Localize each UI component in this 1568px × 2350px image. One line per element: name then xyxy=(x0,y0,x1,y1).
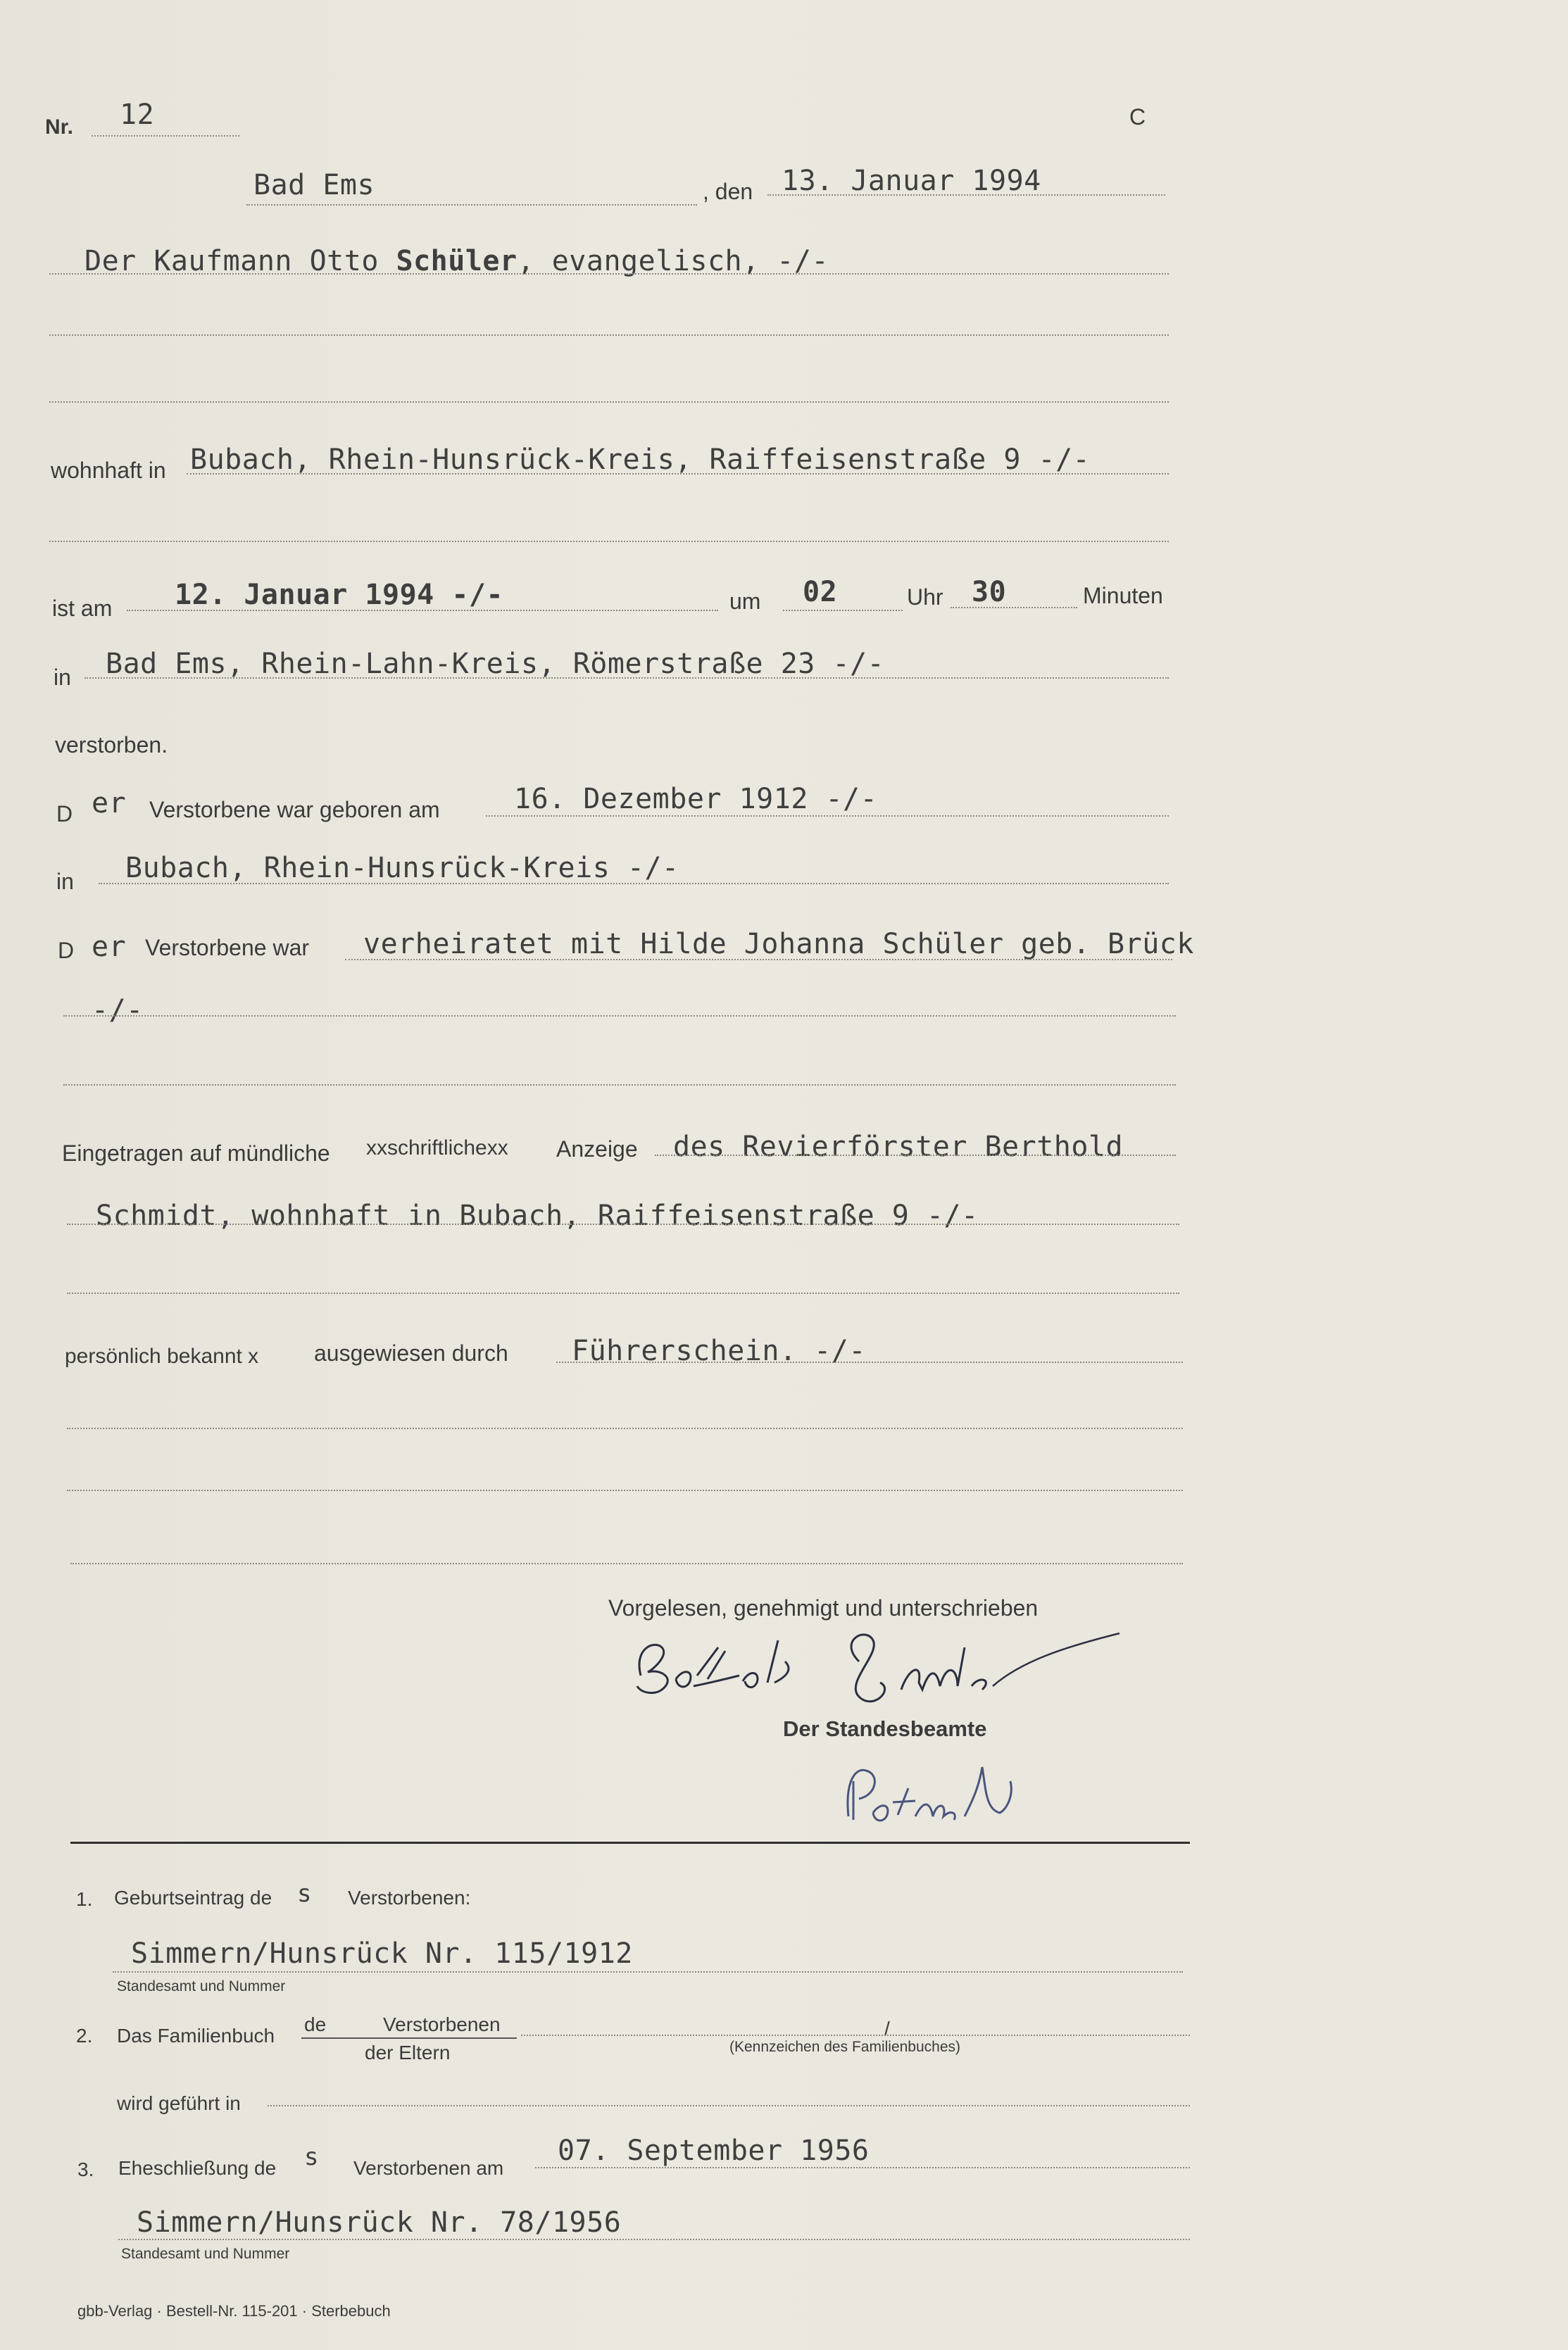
gefuehrt-label: wird geführt in xyxy=(117,2092,241,2114)
registration-suffix: Anzeige xyxy=(556,1136,638,1162)
person-dotted-line-1 xyxy=(49,273,1169,275)
marital-value: verheiratet mit Hilde Johanna Schüler geb. Brück xyxy=(363,928,1194,960)
identity-value: Führerschein. -/- xyxy=(572,1335,866,1367)
footnote-1-label: Geburtseintrag de xyxy=(114,1887,272,1909)
identity-dotted-line-3 xyxy=(67,1490,1183,1491)
marital-d-label: D xyxy=(58,938,75,963)
footnote-3-label: Eheschließung de xyxy=(118,2157,277,2179)
minutes-dotted-line xyxy=(951,607,1077,608)
registration-prefix: Eingetragen auf mündliche xyxy=(62,1141,330,1166)
birth-place-dotted-line xyxy=(99,883,1169,884)
hour-dotted-line xyxy=(783,610,903,611)
registration-dotted-line xyxy=(655,1155,1176,1156)
death-place: Bad Ems, Rhein-Lahn-Kreis, Römerstraße 23 -/- xyxy=(106,648,885,680)
publisher-line: gbb-Verlag · Bestell-Nr. 115-201 · Sterbebuch xyxy=(77,2302,391,2320)
marital-dotted-line-3 xyxy=(63,1084,1176,1086)
birth-d-label: D xyxy=(56,801,73,827)
standesamt-label-1: Standesamt und Nummer xyxy=(117,1978,286,1994)
registrar-label: Der Standesbeamte xyxy=(783,1716,987,1741)
registration-struck: xxschriftlichexx xyxy=(366,1136,508,1160)
show-through-text xyxy=(1253,127,1549,408)
section-divider xyxy=(70,1842,1190,1844)
footnote-2-de: de xyxy=(304,2013,327,2035)
footnote-3-number: 3. xyxy=(77,2159,94,2180)
footnote-3-dotted-line xyxy=(535,2167,1190,2168)
footnote-3-date: 07. September 1956 xyxy=(558,2135,870,2167)
registration-value-2: Schmidt, wohnhaft in Bubach, Raiffeisenstraße 9 -/- xyxy=(96,1200,979,1232)
footnote-1-dotted-line xyxy=(113,1971,1183,1973)
uhr-label: Uhr xyxy=(907,584,943,610)
person-dotted-line-2 xyxy=(49,334,1169,336)
footnote-2-option-1: Verstorbenen xyxy=(383,2013,501,2035)
um-label: um xyxy=(729,589,761,614)
registrar-signature xyxy=(838,1753,1049,1830)
death-in-label: in xyxy=(54,665,71,690)
place-value: Bad Ems xyxy=(253,169,375,201)
birth-place: Bubach, Rhein-Hunsrück-Kreis -/- xyxy=(125,852,679,884)
marital-suffix: er xyxy=(92,931,127,963)
death-date: 12. Januar 1994 -/- xyxy=(175,579,504,611)
birth-text: Verstorbene war geboren am xyxy=(149,797,440,822)
birth-suffix: er xyxy=(92,787,127,819)
registration-dotted-line-2 xyxy=(67,1224,1179,1225)
residence-label: wohnhaft in xyxy=(51,458,166,483)
nr-dotted-line xyxy=(92,135,239,137)
date-value: 13. Januar 1994 xyxy=(782,165,1041,197)
footnote-2-fraction-line xyxy=(301,2037,517,2039)
gefuehrt-dotted-line xyxy=(268,2105,1190,2106)
standesamt-label-2: Standesamt und Nummer xyxy=(121,2246,290,2262)
death-minutes: 30 xyxy=(972,576,1007,608)
footnote-3-text: Verstorbenen am xyxy=(353,2157,504,2179)
birth-date-dotted-line xyxy=(486,815,1169,817)
death-hour: 02 xyxy=(803,576,838,608)
marital-text: Verstorbene war xyxy=(145,935,310,960)
residence-value: Bubach, Rhein-Hunsrück-Kreis, Raiffeisenstraße 9 -/- xyxy=(190,444,1091,476)
place-dotted-line xyxy=(246,204,697,206)
verstorben-label: verstorben. xyxy=(55,732,168,758)
death-place-dotted-line xyxy=(84,677,1169,679)
footnote-2-slash: / xyxy=(884,2018,890,2040)
footnote-1-s: s xyxy=(297,1880,312,1908)
footnote-2-option-2: der Eltern xyxy=(365,2042,451,2063)
footnote-2-dotted-line xyxy=(521,2035,1190,2036)
read-approved-label: Vorgelesen, genehmigt und unterschrieben xyxy=(608,1595,1039,1621)
minuten-label: Minuten xyxy=(1083,583,1163,608)
identity-label: ausgewiesen durch xyxy=(314,1340,508,1366)
person-line: Der Kaufmann Otto Schüler, evangelisch, -/- xyxy=(84,245,829,277)
date-dotted-line xyxy=(767,194,1165,196)
footnote-1-text: Verstorbenen: xyxy=(348,1887,471,1909)
footnote-3-s: s xyxy=(304,2143,319,2171)
nr-label: Nr. xyxy=(45,115,74,139)
ist-am-label: ist am xyxy=(52,596,113,621)
surname-emphasis: Schüler xyxy=(396,245,518,277)
footnote-1-value: Simmern/Hunsrück Nr. 115/1912 xyxy=(131,1937,633,1970)
marital-cont: -/- xyxy=(92,994,144,1026)
footnote-1-number: 1. xyxy=(76,1888,93,1910)
footnote-2-label: Das Familienbuch xyxy=(117,2025,275,2047)
nr-value: 12 xyxy=(120,99,155,131)
identity-dotted-line-4 xyxy=(70,1563,1183,1564)
marital-dotted-line-2 xyxy=(63,1015,1176,1017)
person-dotted-line-3 xyxy=(49,401,1169,403)
registration-dotted-line-3 xyxy=(67,1293,1179,1294)
identity-dotted-line xyxy=(556,1362,1183,1363)
residence-dotted-line-2 xyxy=(49,541,1169,542)
identity-struck: persönlich bekannt x xyxy=(65,1345,259,1368)
death-date-dotted-line xyxy=(127,610,718,611)
registration-value-1: des Revierförster Berthold xyxy=(673,1131,1124,1163)
den-label: , den xyxy=(703,179,753,204)
footnote-3-dotted-line-2 xyxy=(118,2239,1190,2240)
marital-dotted-line xyxy=(345,959,1172,960)
residence-dotted-line xyxy=(187,473,1169,475)
birth-date: 16. Dezember 1912 -/- xyxy=(514,783,878,815)
birth-in-label: in xyxy=(56,869,74,894)
identity-dotted-line-2 xyxy=(67,1428,1183,1429)
footnote-2-number: 2. xyxy=(76,2025,93,2047)
informant-signature xyxy=(627,1619,1105,1718)
kennzeichen-label: (Kennzeichen des Familienbuches) xyxy=(729,2039,961,2055)
corner-letter: C xyxy=(1129,104,1146,130)
footnote-3-value: Simmern/Hunsrück Nr. 78/1956 xyxy=(137,2206,622,2239)
